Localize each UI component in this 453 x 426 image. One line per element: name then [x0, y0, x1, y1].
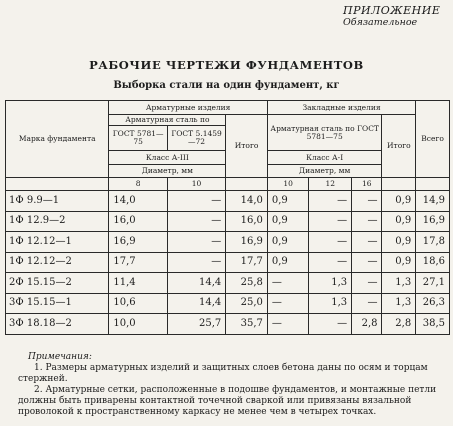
table-cell: —: [267, 314, 309, 335]
table-cell: 26,3: [416, 293, 450, 314]
table-cell: 10,0: [109, 314, 167, 335]
embed-total-spacer: [382, 178, 416, 191]
table-cell: 2,8: [382, 314, 416, 335]
class-a3-header: Класс А-III: [109, 151, 226, 165]
table-cell: —: [309, 211, 352, 232]
table-cell: 0,9: [382, 232, 416, 253]
reinf-steel-header: Арматурная сталь по: [109, 115, 226, 126]
table-cell: 16,9: [109, 232, 167, 253]
foundation-mark-cell: 3Ф 15.15—1: [6, 293, 109, 314]
embed-steel-header: Арматурная сталь по ГОСТ 5781—75: [267, 115, 382, 151]
table-cell: 10,6: [109, 293, 167, 314]
table-cell: 16,0: [109, 211, 167, 232]
table-cell: 16,9: [226, 232, 268, 253]
steel-table: [5, 100, 450, 335]
table-cell: 17,8: [416, 232, 450, 253]
diam-e16-header: 16: [352, 178, 382, 191]
table-subtitle: Выборка стали на один фундамент, кг: [113, 80, 340, 91]
table-row: [6, 273, 450, 294]
table-row: [6, 293, 450, 314]
table-cell: 25,0: [226, 293, 268, 314]
table-row: [6, 314, 450, 335]
table-cell: —: [352, 293, 382, 314]
gost-5781-header: ГОСТ 5781—75: [109, 126, 167, 151]
notes-heading: Примечания:: [28, 352, 92, 362]
group-embedded-header: Закладные изделия: [267, 101, 415, 115]
table-cell: 1,3: [382, 293, 416, 314]
table-cell: 17,7: [109, 252, 167, 273]
table-cell: 1,3: [382, 273, 416, 294]
mark-spacer: [6, 178, 109, 191]
table-row: [6, 191, 450, 212]
diameter-header: Диаметр, мм: [109, 165, 226, 178]
note-2: 2. Арматурные сетки, расположенные в подошве фундаментов, и монтажные петли должны быть приварены контактной точечной сваркой или привязаны вязальной проволокой к пространственному каркасу не менее чем в четырех точках.: [18, 384, 437, 417]
table-cell: 38,5: [416, 314, 450, 335]
reinf-total-header: Итого: [226, 115, 268, 178]
foundation-mark-cell: 1Ф 12.9—2: [6, 211, 109, 232]
table-cell: —: [352, 211, 382, 232]
grand-total-header: Всего: [416, 101, 450, 178]
table-cell: —: [309, 252, 352, 273]
diam-e10-header: 10: [267, 178, 309, 191]
table-cell: —: [167, 252, 225, 273]
group-reinforcing-header: Арматурные изделия: [109, 101, 267, 115]
foundation-mark-cell: 1Ф 9.9—1: [6, 191, 109, 212]
diam-10-header: 10: [167, 178, 225, 191]
diameter-header-2: Диаметр, мм: [267, 165, 382, 178]
table-cell: 14,0: [226, 191, 268, 212]
table-cell: 0,9: [382, 191, 416, 212]
col-mark-header: Марка фундамента: [6, 101, 109, 178]
table-cell: —: [352, 232, 382, 253]
table-cell: 35,7: [226, 314, 268, 335]
foundation-mark-cell: 1Ф 12.12—1: [6, 232, 109, 253]
note-1: 1. Размеры арматурных изделий и защитных слоев бетона даны по осям и торцам стержней.: [18, 362, 428, 384]
diam-e12-header: 12: [309, 178, 352, 191]
table-cell: —: [352, 252, 382, 273]
foundation-mark-cell: 3Ф 18.18—2: [6, 314, 109, 335]
table-cell: —: [352, 191, 382, 212]
table-cell: —: [167, 191, 225, 212]
table-cell: —: [267, 293, 309, 314]
notes: [18, 352, 448, 418]
table-cell: 0,9: [382, 211, 416, 232]
table-row: [6, 252, 450, 273]
table-cell: —: [309, 314, 352, 335]
table-cell: 17,7: [226, 252, 268, 273]
table-cell: 16,0: [226, 211, 268, 232]
table-cell: 2,8: [352, 314, 382, 335]
table-cell: 0,9: [267, 211, 309, 232]
table-cell: 1,3: [309, 293, 352, 314]
table-cell: 14,0: [109, 191, 167, 212]
table-cell: 11,4: [109, 273, 167, 294]
table-cell: —: [309, 232, 352, 253]
mandatory-label: Обязательное: [343, 17, 418, 28]
reinf-total-spacer: [226, 178, 268, 191]
table-cell: 0,9: [267, 191, 309, 212]
appendix-label: ПРИЛОЖЕНИЕ: [343, 4, 441, 17]
foundation-mark-cell: 2Ф 15.15—2: [6, 273, 109, 294]
table-cell: 27,1: [416, 273, 450, 294]
table-cell: 14,4: [167, 273, 225, 294]
table-cell: —: [352, 273, 382, 294]
class-a1-header: Класс А-I: [267, 151, 382, 165]
table-row: [6, 211, 450, 232]
table-cell: —: [267, 273, 309, 294]
table-cell: —: [167, 211, 225, 232]
embed-total-header: Итого: [382, 115, 416, 178]
foundation-mark-cell: 1Ф 12.12—2: [6, 252, 109, 273]
table-cell: 14,9: [416, 191, 450, 212]
table-cell: 16,9: [416, 211, 450, 232]
table-cell: 25,7: [167, 314, 225, 335]
table-cell: 0,9: [382, 252, 416, 273]
table-cell: 0,9: [267, 252, 309, 273]
table-cell: —: [167, 232, 225, 253]
table-cell: 1,3: [309, 273, 352, 294]
page-title: РАБОЧИЕ ЧЕРТЕЖИ ФУНДАМЕНТОВ: [89, 58, 364, 72]
table-cell: 18,6: [416, 252, 450, 273]
table-cell: —: [309, 191, 352, 212]
table-row: [6, 232, 450, 253]
grand-total-spacer: [416, 178, 450, 191]
table-cell: 0,9: [267, 232, 309, 253]
table-cell: 25,8: [226, 273, 268, 294]
gost-5-1459-header: ГОСТ 5.1459—72: [167, 126, 225, 151]
table-cell: 14,4: [167, 293, 225, 314]
diam-8-header: 8: [109, 178, 167, 191]
